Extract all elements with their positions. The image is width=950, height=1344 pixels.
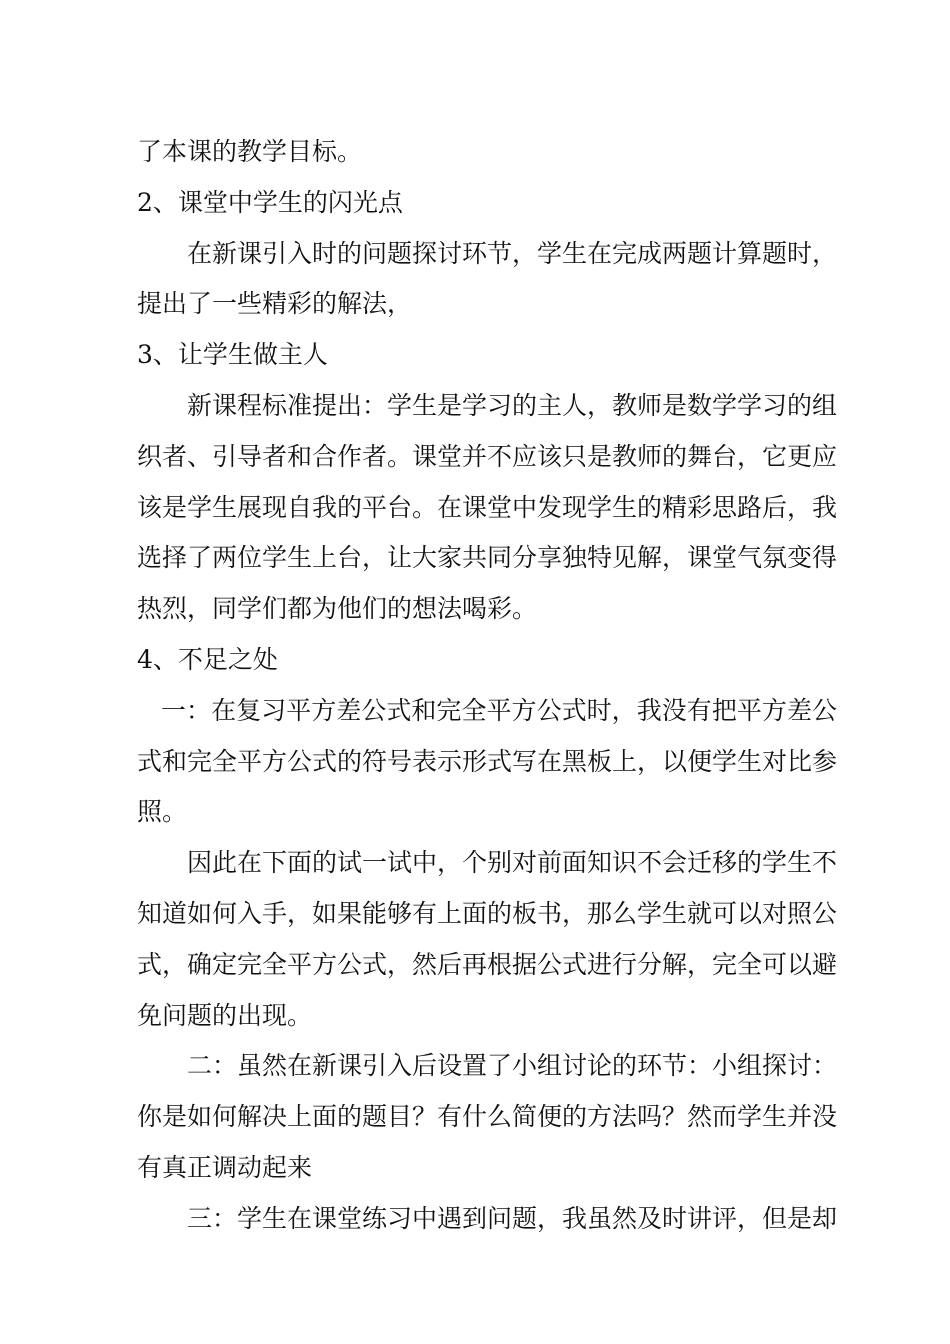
- paragraph-shortcoming-1: 一：在复习平方差公式和完全平方公式时，我没有把平方差公式和完全平方公式的符号表示形式写在黑板上，以便学生对比参照。: [137, 695, 838, 827]
- paragraph-student-master: 新课程标准提出：学生是学习的主人，教师是数学学习的组织者、引导者和合作者。课堂并不应该只是教师的舞台，它更应该是学生展现自我的平台。在课堂中发现学生的精彩思路后，我选择了两位学生上台，让大家共同分享独特见解，课堂气氛变得热烈，同学们都为他们的想法喝彩。: [137, 390, 838, 624]
- document-body: [137, 127, 837, 1245]
- section-heading-2: 2、课堂中学生的闪光点: [137, 187, 403, 217]
- paragraph-continuation: 了本课的教学目标。: [137, 137, 363, 166]
- paragraph-shortcoming-3: 三：学生在课堂练习中遇到问题，我虽然及时讲评，但是却: [187, 1203, 838, 1233]
- section-heading-4: 4、不足之处: [137, 644, 278, 674]
- paragraph-shortcoming-1-detail: 因此在下面的试一试中，个别对前面知识不会迁移的学生不知道如何入手，如果能够有上面的板书，那么学生就可以对照公式，确定完全平方公式，然后再根据公式进行分解，完全可以避免问题的出现。: [137, 848, 838, 1030]
- section-heading-3: 3、让学生做主人: [137, 340, 328, 370]
- paragraph-shortcoming-2: 二：虽然在新课引入后设置了小组讨论的环节：小组探讨：你是如何解决上面的题目？有什么简便的方法吗？然而学生并没有真正调动起来: [137, 1051, 838, 1182]
- paragraph-highlights: 在新课引入时的问题探讨环节，学生在完成两题计算题时，提出了一些精彩的解法，: [137, 238, 838, 319]
